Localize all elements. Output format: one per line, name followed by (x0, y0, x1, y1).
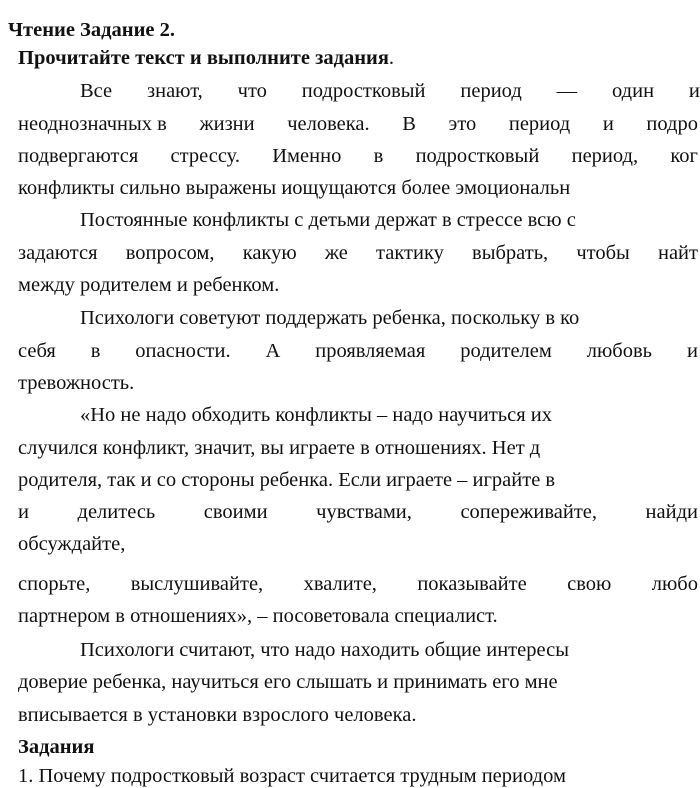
word: стрессу. (170, 145, 240, 167)
p4-line2: случился конфликт, значит, вы играете в отношениях. Нет д (18, 437, 541, 459)
p4-line7: партнером в отношениях», – посоветовала специалист. (18, 605, 498, 627)
word: тактику (376, 242, 444, 264)
tasks-heading: Задания (18, 736, 95, 758)
word: какую (242, 242, 297, 264)
word: В (402, 113, 416, 135)
word: хвалите, (303, 573, 377, 595)
word: свою (567, 573, 612, 595)
p4-line1: «Но не надо обходить конфликты – надо научиться их (80, 404, 553, 426)
word: и (18, 501, 29, 523)
word: задаются (18, 242, 98, 264)
word: родителем (460, 340, 552, 362)
p1-line3 (18, 144, 698, 168)
p5-line2: доверие ребенка, научиться его слышать и принимать его мне (18, 671, 558, 693)
word: один (612, 80, 655, 102)
word: — (556, 80, 578, 102)
word: Все (80, 80, 113, 102)
p5-line1: Психологи считают, что надо находить общие интересы (80, 639, 569, 661)
word: своими (203, 501, 268, 523)
p1-line2 (18, 112, 698, 136)
word: же (324, 242, 348, 264)
word: человека. (287, 113, 370, 135)
word: А (265, 340, 281, 362)
word: и (686, 340, 698, 362)
section-title: Чтение Задание 2. (8, 19, 175, 41)
p5-line3: вписывается в установки взрослого человека. (18, 704, 417, 726)
p4-line3: родителя, так и со стороны ребенка. Если играете – играйте в (18, 469, 556, 491)
p3-line2 (18, 339, 698, 363)
task-item-1: 1. Почему подростковый возраст считается трудным периодом (18, 765, 566, 787)
p3-line1: Психологи советуют поддержать ребенка, поскольку в ко (80, 307, 580, 329)
word: показывайте (417, 573, 527, 595)
p2-line3: между родителем и ребенком. (18, 274, 280, 296)
word: это (448, 113, 477, 135)
word: период, (571, 145, 639, 167)
word: проявляемая (315, 340, 426, 362)
word: что (237, 80, 267, 102)
word: делитесь (77, 501, 156, 523)
p2-line1: Постоянные конфликты с детьми держат в стрессе всю с (80, 209, 576, 231)
p3-line3: тревожность. (18, 372, 135, 394)
word: опасности. (135, 340, 231, 362)
word: ког (670, 145, 698, 167)
word: подро (646, 113, 698, 135)
instruction-period: . (388, 47, 395, 69)
p1-line4: конфликты сильно выражены иощущаются более эмоциональн (18, 177, 571, 199)
p1-line1 (80, 79, 700, 103)
p4-line5: обсуждайте, (18, 533, 126, 555)
word: Именно (272, 145, 342, 167)
word: подростковый (301, 80, 426, 102)
word: вопросом, (125, 242, 215, 264)
word: и (602, 113, 614, 135)
word: неоднозначных в (18, 113, 167, 135)
instruction-line (18, 46, 394, 70)
word: в (373, 145, 384, 167)
word: любовь (586, 340, 653, 362)
word: себя (18, 340, 56, 362)
word: сопереживайте, (460, 501, 598, 523)
word: жизни (199, 113, 255, 135)
word: в (90, 340, 101, 362)
word: чтобы (576, 242, 630, 264)
instruction: Прочитайте текст и выполните задания (18, 47, 389, 69)
word: период (508, 113, 571, 135)
word: найди (645, 501, 698, 523)
word: выбрать, (472, 242, 549, 264)
p4-line6 (18, 572, 698, 596)
word: подвергаются (18, 145, 139, 167)
p4-line4 (18, 500, 698, 524)
word: найт (657, 242, 698, 264)
p2-line2 (18, 241, 698, 265)
word: выслушивайте, (130, 573, 264, 595)
word: любо (651, 573, 698, 595)
word: спорьте, (18, 573, 91, 595)
word: чувствами, (316, 501, 412, 523)
word: подростковый (415, 145, 540, 167)
word: и (688, 80, 700, 102)
word: период (460, 80, 522, 102)
word: знают, (147, 80, 203, 102)
